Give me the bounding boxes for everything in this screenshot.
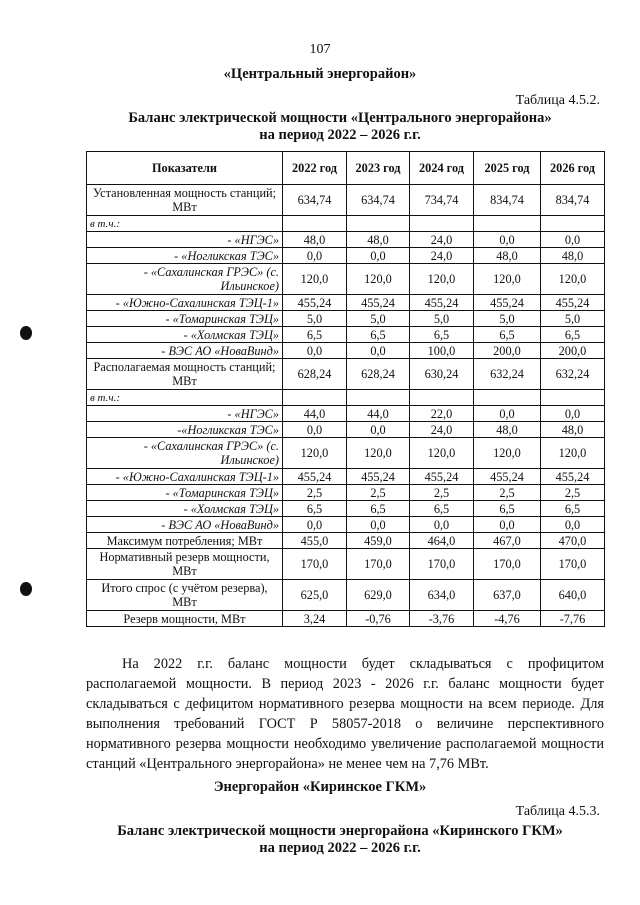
table-row: [87, 485, 605, 501]
table-cell: 455,24: [410, 295, 474, 311]
section-title-kirinskoye: Энергорайон «Киринское ГКМ»: [213, 779, 427, 795]
row-label: - «Томаринская ТЭЦ»: [87, 311, 283, 327]
table-cell: 24,0: [410, 232, 474, 248]
table-title-line1: Баланс электрической мощности энергорайона «Киринского ГКМ»: [117, 823, 563, 839]
row-label: в т.ч.:: [87, 216, 283, 232]
row-label: Нормативный резерв мощности, МВт: [87, 549, 283, 580]
table-row: [87, 327, 605, 343]
table-cell: 120,0: [283, 438, 347, 469]
table-cell: 6,5: [410, 501, 474, 517]
table-cell: 0,0: [474, 406, 541, 422]
table-cell: 6,5: [541, 501, 605, 517]
table-cell: 5,0: [541, 311, 605, 327]
table-cell: 0,0: [347, 343, 410, 359]
table-cell: 0,0: [541, 232, 605, 248]
table-row: [87, 438, 605, 469]
table-row: [87, 422, 605, 438]
table-cell: [541, 390, 605, 406]
table-cell: 3,24: [283, 611, 347, 627]
table-cell: 0,0: [474, 517, 541, 533]
row-label: - «Южно-Сахалинская ТЭЦ-1»: [87, 295, 283, 311]
table-row: [87, 406, 605, 422]
table-cell: [347, 216, 410, 232]
table-cell: [347, 390, 410, 406]
table-cell: 120,0: [541, 438, 605, 469]
table-cell: 6,5: [347, 327, 410, 343]
table-cell: [410, 216, 474, 232]
table-cell: 459,0: [347, 533, 410, 549]
table-row: [87, 580, 605, 611]
table-cell: 470,0: [541, 533, 605, 549]
row-label: Максимум потребления; МВт: [87, 533, 283, 549]
table-cell: 5,0: [474, 311, 541, 327]
table-cell: -0,76: [347, 611, 410, 627]
table-cell: 48,0: [474, 248, 541, 264]
table-cell: 455,24: [347, 469, 410, 485]
table-row: [87, 232, 605, 248]
table-cell: 170,0: [347, 549, 410, 580]
table-cell: 0,0: [474, 232, 541, 248]
table-cell: 6,5: [474, 327, 541, 343]
table-cell: 834,74: [474, 185, 541, 216]
table-row: [87, 611, 605, 627]
row-label: - «Южно-Сахалинская ТЭЦ-1»: [87, 469, 283, 485]
table-title-4-5-2: [80, 110, 600, 144]
table-cell: 734,74: [410, 185, 474, 216]
table-cell: 629,0: [347, 580, 410, 611]
table-cell: 0,0: [541, 406, 605, 422]
row-label: -«Ногликская ТЭС»: [87, 422, 283, 438]
table-cell: 22,0: [410, 406, 474, 422]
table-row: [87, 264, 605, 295]
table-cell: [283, 390, 347, 406]
table-cell: 628,24: [283, 359, 347, 390]
table-cell: 120,0: [410, 264, 474, 295]
table-row: [87, 469, 605, 485]
table-row: [87, 311, 605, 327]
table-cell: 48,0: [347, 232, 410, 248]
table-row: [87, 517, 605, 533]
row-label: Резерв мощности, МВт: [87, 611, 283, 627]
table-title-line2: на период 2022 – 2026 г.г.: [259, 840, 421, 856]
table-row: [87, 549, 605, 580]
table-row: [87, 390, 605, 406]
table-cell: 120,0: [474, 264, 541, 295]
column-header: 2026 год: [541, 152, 605, 185]
table-cell: [283, 216, 347, 232]
table-cell: -4,76: [474, 611, 541, 627]
table-cell: 0,0: [283, 343, 347, 359]
balance-table-central: [86, 151, 605, 627]
table-cell: 44,0: [283, 406, 347, 422]
table-cell: 634,0: [410, 580, 474, 611]
table-cell: 2,5: [541, 485, 605, 501]
table-cell: 5,0: [347, 311, 410, 327]
table-cell: 455,24: [347, 295, 410, 311]
table-row: [87, 501, 605, 517]
row-label: - «Сахалинская ГРЭС» (с. Ильинское): [87, 264, 283, 295]
table-caption-4-5-2: Таблица 4.5.2.: [515, 93, 600, 108]
table-cell: 48,0: [283, 232, 347, 248]
page-number: 107: [309, 42, 331, 57]
table-cell: 464,0: [410, 533, 474, 549]
table-cell: 170,0: [474, 549, 541, 580]
table-cell: 6,5: [541, 327, 605, 343]
table-row: [87, 343, 605, 359]
table-cell: 0,0: [410, 517, 474, 533]
table-cell: 634,74: [283, 185, 347, 216]
column-header: 2022 год: [283, 152, 347, 185]
table-row: [87, 359, 605, 390]
binder-hole-mark: [20, 326, 32, 340]
table-cell: 170,0: [410, 549, 474, 580]
table-cell: 455,24: [283, 469, 347, 485]
table-cell: 5,0: [410, 311, 474, 327]
row-label: Итого спрос (с учётом резерва), МВт: [87, 580, 283, 611]
row-label: - «Холмская ТЭЦ»: [87, 327, 283, 343]
table-cell: 200,0: [474, 343, 541, 359]
table-header-row: [87, 152, 605, 185]
table-cell: 628,24: [347, 359, 410, 390]
table-cell: 637,0: [474, 580, 541, 611]
table-cell: 6,5: [283, 501, 347, 517]
table-title-4-5-3: [80, 823, 600, 857]
column-header: Показатели: [87, 152, 283, 185]
column-header: 2025 год: [474, 152, 541, 185]
section-title-central: «Центральный энергорайон»: [223, 66, 417, 82]
table-row: [87, 248, 605, 264]
table-cell: 48,0: [541, 248, 605, 264]
table-cell: 0,0: [283, 422, 347, 438]
table-cell: 634,74: [347, 185, 410, 216]
table-cell: 630,24: [410, 359, 474, 390]
table-cell: 120,0: [283, 264, 347, 295]
table-cell: 44,0: [347, 406, 410, 422]
body-paragraph: [86, 654, 604, 774]
table-cell: 48,0: [541, 422, 605, 438]
table-cell: 120,0: [347, 264, 410, 295]
table-cell: 120,0: [410, 438, 474, 469]
row-label: - «Томаринская ТЭЦ»: [87, 485, 283, 501]
table-cell: -3,76: [410, 611, 474, 627]
table-cell: 834,74: [541, 185, 605, 216]
table-cell: 632,24: [541, 359, 605, 390]
table-cell: -7,76: [541, 611, 605, 627]
table-cell: 120,0: [474, 438, 541, 469]
table-cell: 170,0: [541, 549, 605, 580]
row-label: - «Холмская ТЭЦ»: [87, 501, 283, 517]
row-label: - ВЭС АО «НоваВинд»: [87, 517, 283, 533]
table-cell: 455,24: [541, 469, 605, 485]
table-cell: 170,0: [283, 549, 347, 580]
table-cell: 100,0: [410, 343, 474, 359]
table-cell: 0,0: [283, 248, 347, 264]
table-cell: 0,0: [347, 422, 410, 438]
row-label: в т.ч.:: [87, 390, 283, 406]
table-cell: 455,24: [474, 295, 541, 311]
table-cell: 200,0: [541, 343, 605, 359]
body-paragraph-text: На 2022 г.г. баланс мощности будет складываться с профицитом располагаемой мощности. В период 2023 - 2026 г.г. баланс мощности будет складываться с дефицитом нормативного резерва мощности на всем периоде. Для выполнения требований ГОСТ Р 58057-2018 о величине перспективного нормативного резерва мощности необходимо увеличение располагаемой мощности станций «Центрального энергорайона» не менее чем на 7,76 МВт.: [86, 656, 604, 772]
table-row: [87, 295, 605, 311]
table-cell: 6,5: [347, 501, 410, 517]
table-cell: 6,5: [283, 327, 347, 343]
table-cell: 24,0: [410, 422, 474, 438]
table-title-line1: Баланс электрической мощности «Центрального энергорайона»: [128, 110, 552, 126]
table-cell: [541, 216, 605, 232]
table-cell: 0,0: [541, 517, 605, 533]
row-label: - «Ногликская ТЭС»: [87, 248, 283, 264]
table-cell: 455,24: [283, 295, 347, 311]
table-cell: 0,0: [347, 248, 410, 264]
table-row: [87, 533, 605, 549]
table-cell: 0,0: [283, 517, 347, 533]
table-cell: 455,24: [541, 295, 605, 311]
table-cell: 2,5: [474, 485, 541, 501]
table-cell: 455,0: [283, 533, 347, 549]
table-cell: 640,0: [541, 580, 605, 611]
table-cell: [474, 390, 541, 406]
table-cell: 0,0: [347, 517, 410, 533]
table-cell: [410, 390, 474, 406]
table-cell: 6,5: [410, 327, 474, 343]
column-header: 2024 год: [410, 152, 474, 185]
table-cell: 120,0: [347, 438, 410, 469]
row-label: - «НГЭС»: [87, 232, 283, 248]
table-cell: 2,5: [347, 485, 410, 501]
table-cell: 5,0: [283, 311, 347, 327]
row-label: - «Сахалинская ГРЭС» (с. Ильинское): [87, 438, 283, 469]
table-row: [87, 185, 605, 216]
table-cell: 455,24: [474, 469, 541, 485]
table-cell: 467,0: [474, 533, 541, 549]
table-caption-4-5-3: Таблица 4.5.3.: [515, 804, 600, 819]
table-cell: 6,5: [474, 501, 541, 517]
row-label: Установленная мощность станций; МВт: [87, 185, 283, 216]
table-cell: 632,24: [474, 359, 541, 390]
table-cell: 120,0: [541, 264, 605, 295]
table-title-line2: на период 2022 – 2026 г.г.: [259, 127, 421, 143]
row-label: - «НГЭС»: [87, 406, 283, 422]
table-cell: 24,0: [410, 248, 474, 264]
table-cell: 2,5: [410, 485, 474, 501]
table-cell: 48,0: [474, 422, 541, 438]
row-label: Располагаемая мощность станций; МВт: [87, 359, 283, 390]
table-cell: 455,24: [410, 469, 474, 485]
row-label: - ВЭС АО «НоваВинд»: [87, 343, 283, 359]
table-cell: 2,5: [283, 485, 347, 501]
table-cell: 625,0: [283, 580, 347, 611]
column-header: 2023 год: [347, 152, 410, 185]
binder-hole-mark: [20, 582, 32, 596]
table-cell: [474, 216, 541, 232]
table-row: [87, 216, 605, 232]
